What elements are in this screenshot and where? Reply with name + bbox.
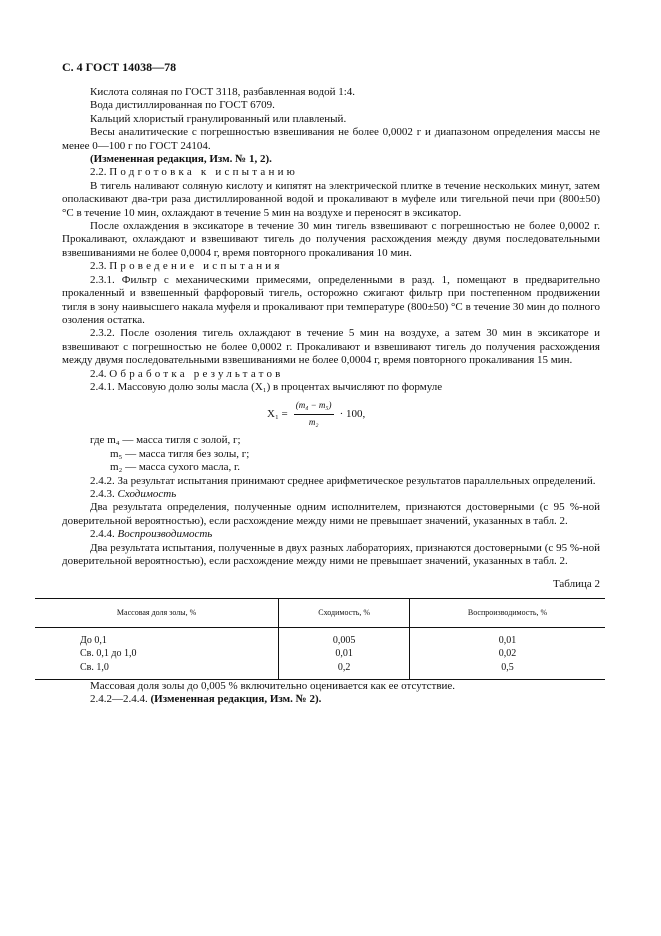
data-table <box>35 598 605 680</box>
paragraph: Два результата определения, полученные одним исполнителем, признаются достоверными (с 95 %-ной доверительной вероятностью), если расхождение между ними не превышает значений, указанных в табл. 2. <box>62 501 600 527</box>
definition-line: где m₄ — масса тигля с золой, г; <box>90 434 241 447</box>
table-cell: 0,01 <box>410 627 605 647</box>
page-header: С. 4 ГОСТ 14038—78 <box>62 60 177 74</box>
table-cell: До 0,1 <box>80 634 107 646</box>
section-title: Воспроизводимость <box>117 528 213 541</box>
section-heading <box>62 488 600 501</box>
column-header: Массовая доля золы, % <box>35 598 279 627</box>
paragraph: 2.4.1. Массовую долю золы масла (X₁) в процентах вычисляют по формуле <box>90 380 443 393</box>
formula <box>62 394 600 434</box>
section-number: 2.4.3. <box>90 487 115 500</box>
definition-line: m₂ — масса сухого масла, г. <box>110 461 241 474</box>
table-row <box>35 627 605 647</box>
amendment-text: (Измененная редакция, Изм. № 2). <box>150 693 322 706</box>
table-cell: Св. 1,0 <box>35 661 279 680</box>
table-cell: 0,5 <box>410 661 605 680</box>
table-caption: Таблица 2 <box>552 578 600 591</box>
variable-definitions <box>90 434 600 474</box>
formula-numerator: (m₄ − m₅) <box>294 399 334 414</box>
table-row <box>35 647 605 660</box>
section-title: Подготовка к испытанию <box>109 166 299 179</box>
column-header: Воспроизводимость, % <box>410 598 605 627</box>
formula-rhs: · 100, <box>339 407 366 420</box>
section-title: Проведение испытания <box>109 260 283 273</box>
paragraph: В тигель наливают соляную кислоту и кипятят на электрической плитке в течение нескольких минут, затем ополаскивают два-три раза дистиллированной водой и прокаливают в муфеле или тигельной печи при (800±50) °С в течение 10 мин, охлаждают в течение 5 мин на воздухе и переносят в эксикатор. <box>62 179 600 219</box>
paragraph: 2.3.1. Фильтр с механическими примесями, определенными в разд. 1, помещают в предварительно прокаленный и взвешенный фарфоровый тигель, осторожно сжигают фильтр при постепенном продвижении тигля в зону наивысшего накала муфеля и прокаливают при температуре (800±50) °С в течение 30 мин до полного озоления остатка. <box>62 273 600 326</box>
definition-line: m₅ — масса тигля без золы, г; <box>110 447 250 460</box>
column-header: Сходимость, % <box>279 598 410 627</box>
paragraph: 2.3.2. После озоления тигель охлаждают в течение 5 мин на воздухе, а затем 30 мин в эксикаторе и взвешивают с погрешностью не более 0,0002 г. Прокаливают и взвешивают тигель до получения расхождения между двумя последовательными взвешиваниями не более 0,0004 г, время повторного прокаливания 15 мин. <box>62 327 600 367</box>
table-row <box>35 661 605 680</box>
amendment-note <box>62 693 600 706</box>
table-cell: 0,01 <box>279 647 410 660</box>
section-heading <box>62 260 600 273</box>
paragraph: Кальций хлористый гранулированный или плавленый. <box>90 112 347 125</box>
paragraph: Весы аналитические с погрешностью взвешивания не более 0,0002 г и диапазоном определения массы не менее 0—100 г по ГОСТ 24104. <box>62 126 600 152</box>
section-heading <box>62 528 600 541</box>
paragraph: Кислота соляная по ГОСТ 3118, разбавленная водой 1:4. <box>90 86 356 98</box>
section-number: 2.4. <box>90 367 107 380</box>
section-number: 2.3. <box>90 260 107 273</box>
section-title: Обработка результатов <box>109 367 284 380</box>
table-cell: 0,2 <box>279 661 410 680</box>
table-cell: Св. 0,1 до 1,0 <box>80 648 137 660</box>
formula-denominator: m₂ <box>308 416 319 427</box>
table-header-row <box>35 598 605 627</box>
section-heading <box>62 368 600 381</box>
section-heading <box>62 166 600 179</box>
table-cell: 0,005 <box>279 627 410 647</box>
formula-lhs: X₁ = <box>267 407 288 420</box>
paragraph: Два результата испытания, полученные в двух разных лабораториях, признаются достоверными (с 95 %-ной доверительной вероятностью), если расхождение между ними не превышает значений, указанных в табл. 2. <box>62 541 600 567</box>
paragraph: После охлаждения в эксикаторе в течение 30 мин тигель взвешивают с погрешностью не более 0,0002 г. Прокаливают, охлаждают и взвешивают тигель до получения расхождения между двумя последовательными взвешиваниями не более 0,0004 г, время повторного прокаливания 10 мин. <box>62 220 600 259</box>
paragraph: Вода дистиллированная по ГОСТ 6709. <box>90 99 275 112</box>
amendment-note: (Измененная редакция, Изм. № 1, 2). <box>90 153 272 166</box>
section-number: 2.2. <box>90 166 107 179</box>
document-body <box>62 86 600 706</box>
paragraph: 2.4.2. За результат испытания принимают среднее арифметическое результатов параллельных определений. <box>90 474 596 487</box>
formula-fraction <box>294 399 334 429</box>
clause-range: 2.4.2—2.4.4. <box>90 693 148 706</box>
table-cell: 0,02 <box>410 647 605 660</box>
paragraph: Массовая доля золы до 0,005 % включительно оценивается как ее отсутствие. <box>90 679 456 692</box>
section-title: Сходимость <box>117 487 177 500</box>
section-number: 2.4.4. <box>90 528 115 541</box>
